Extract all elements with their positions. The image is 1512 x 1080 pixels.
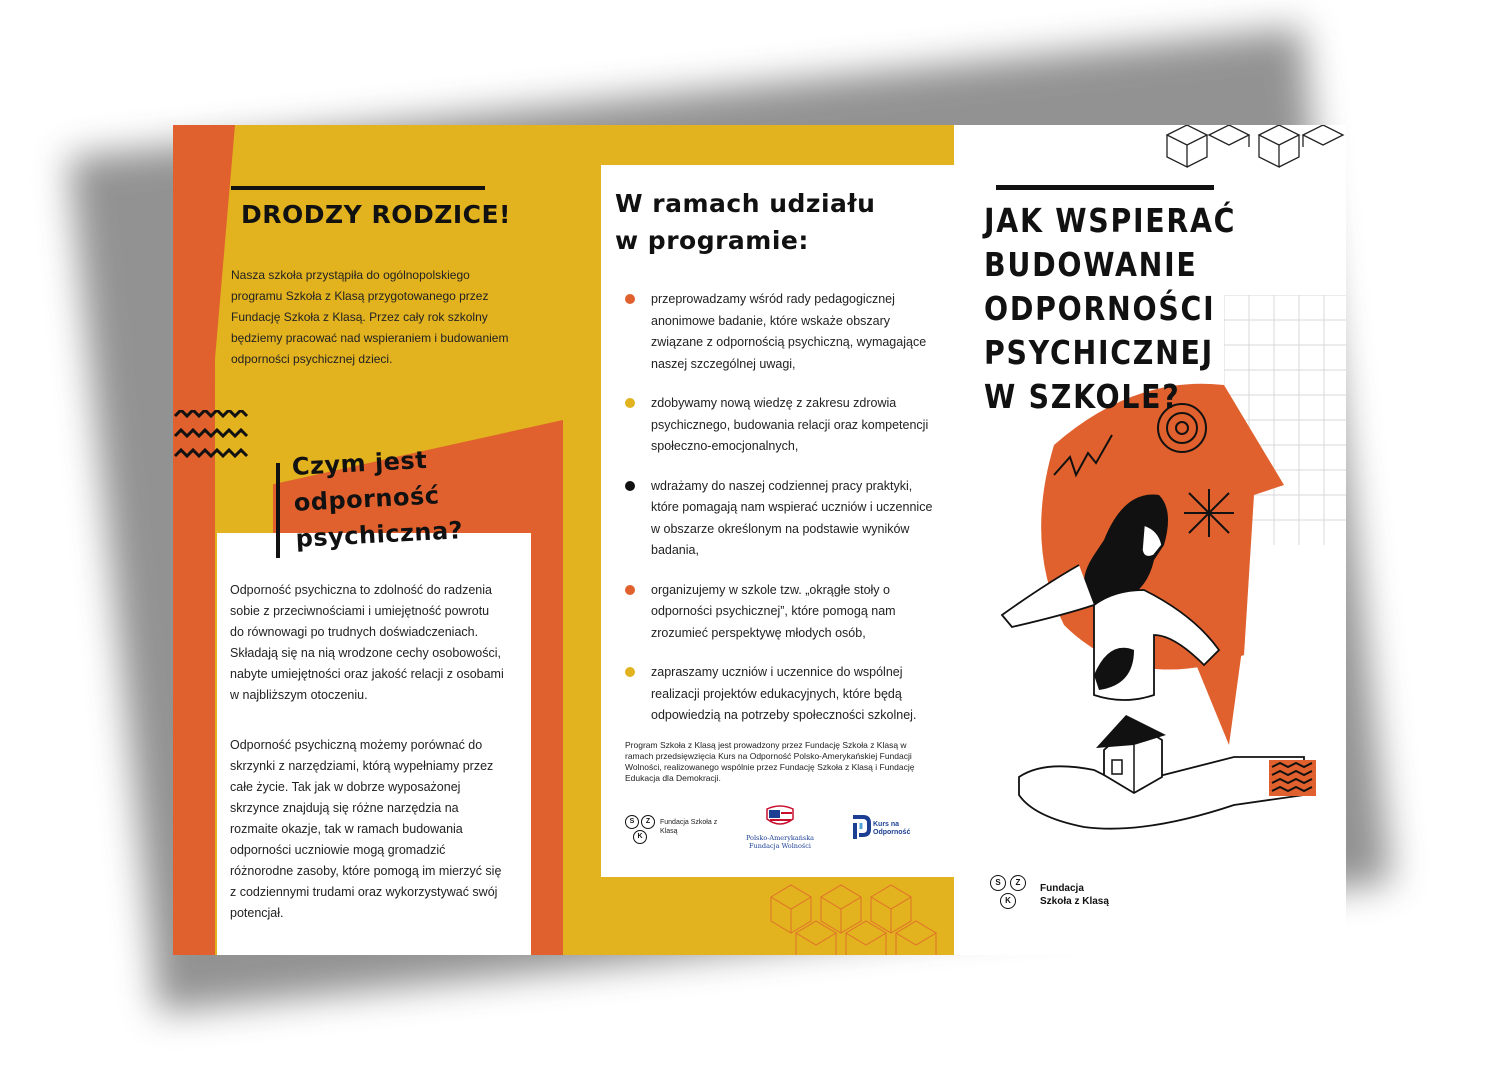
- definition-paragraph: Odporność psychiczna to zdolność do radzenia sobie z przeciwnościami i umiejętność powrotu do równowagi po trudnych doświadczeniach. Składają się na nią wrodzone cechy osobowości, nabyte umiejętności oraz jakość relacji z osobami w najbliższym otoczeniu.: [230, 583, 504, 702]
- person-holding-house-illustration: [984, 365, 1346, 865]
- flag-emblem-icon: [765, 805, 795, 829]
- program-bullet-item: [625, 393, 937, 458]
- program-bullet-text: zdobywamy nową wiedzę z zakresu zdrowia psychicznego, budowania relacji oraz kompetencji społeczno-emocjonalnych,: [651, 396, 929, 453]
- cover-title-line-3: ODPORNOŚCI: [984, 289, 1216, 328]
- program-heading: [615, 185, 875, 259]
- program-bullet-item: [625, 289, 937, 375]
- top-cube-icons: [1159, 125, 1346, 169]
- program-bullet-item: [625, 476, 937, 562]
- program-bullet-text: przeprowadzamy wśród rady pedagogicznej anonimowe badanie, które wskaże obszary związane z odpornością psychiczną, wymagające naszej szczególnej uwagi,: [651, 292, 927, 371]
- question-heading: [291, 440, 464, 557]
- intro-text: Nasza szkoła przystąpiła do ogólnopolskiego programu Szkoła z Klasą przygotowanego przez Fundację Szkoła z Klasą. Przez cały rok szkolny będziemy pracować nad wspieraniem i budowaniem odporności psychicznej dzieci.: [231, 268, 509, 366]
- middle-panel: [601, 125, 954, 955]
- orange-wedge: [173, 125, 235, 415]
- program-bullet-text: wdrażamy do naszej codziennej pracy praktyki, które pomagają nam wspierać uczniów i uczennice w obszarze określonym na podstawie wyników badania,: [651, 478, 933, 557]
- program-heading-line-1: W ramach udziału: [615, 189, 876, 218]
- program-bullet-list: [625, 289, 937, 745]
- szk-logo: S Z K Fundacja Szkoła z Klasą: [625, 813, 725, 853]
- bullet-dot-icon: [625, 294, 635, 304]
- program-heading-line-2: w programie:: [615, 226, 809, 255]
- pafw-logo: Polsko-Amerykańska Fundacja Wolności: [735, 805, 825, 855]
- program-bullet-item: [625, 662, 937, 727]
- bullet-dot-icon: [625, 398, 635, 408]
- brochure: [173, 125, 1346, 955]
- cover-title: [984, 199, 1236, 419]
- cover-title-line-5: W SZKOLE?: [984, 377, 1181, 416]
- question-line-1: Czym jest: [291, 445, 428, 481]
- cover-title-line-2: BUDOWANIE: [984, 245, 1198, 284]
- cover-title-line-4: PSYCHICZNEJ: [984, 333, 1214, 372]
- program-footnote: Program Szkoła z Klasą jest prowadzony przez Fundację Szkoła z Klasą w ramach przedsięwzięcia Kurs na Odporność Polsko-Amerykańskiej Fundacji Wolności, realizowanego wspólnie przez Fundację Szkoła z Klasą i Fundację Edukacja dla Demokracji.: [625, 740, 915, 783]
- left-panel: [173, 125, 601, 955]
- foundation-logo: S Z K Fundacja Szkoła z Klasą: [990, 875, 1150, 920]
- greeting-heading: DRODZY RODZICE!: [241, 200, 511, 229]
- kurs-logo: Kurs na Odporność: [849, 815, 939, 845]
- cover-panel: [954, 125, 1346, 955]
- bullet-dot-icon: [625, 667, 635, 677]
- heading-rule: [231, 186, 485, 190]
- program-bullet-text: organizujemy w szkole tzw. „okrągłe stoły o odporności psychicznej”, które pomogą nam zrozumieć perspektywę młodych osób,: [651, 582, 896, 640]
- cube-pattern: [761, 877, 954, 955]
- program-bullet-item: [625, 580, 937, 645]
- bullet-dot-icon: [625, 585, 635, 595]
- kurs-mark-icon: [849, 815, 871, 841]
- question-rule: [276, 463, 280, 558]
- foundation-logo-line-2: Szkoła z Klasą: [1040, 896, 1109, 907]
- program-bullet-text: zapraszamy uczniów i uczennice do wspólnej realizacji projektów edukacyjnych, które będą odpowiedzią na potrzeby społeczności szkolnej.: [651, 665, 917, 722]
- cover-title-line-1: JAK WSPIERAĆ: [984, 201, 1237, 240]
- bullet-dot-icon: [625, 481, 635, 491]
- foundation-logo-line-1: Fundacja: [1040, 883, 1084, 894]
- question-line-3: psychiczna?: [294, 516, 464, 553]
- title-rule: [996, 185, 1214, 190]
- zigzag-icon: [173, 410, 251, 468]
- question-line-2: odporność: [293, 481, 441, 517]
- toolbox-paragraph: Odporność psychiczną możemy porównać do skrzynki z narzędziami, którą wypełniamy przez całe życie. Tak jak w dobrze wyposażonej skrzynce znajdują się różne narzędzia na rozmaite okazje, tak w ramach budowania odporności uczniowie mogą gromadzić różnorodne zasoby, które pomogą im mierzyć się z codziennymi trudami oraz wykorzystywać swój potencjał.: [230, 738, 502, 920]
